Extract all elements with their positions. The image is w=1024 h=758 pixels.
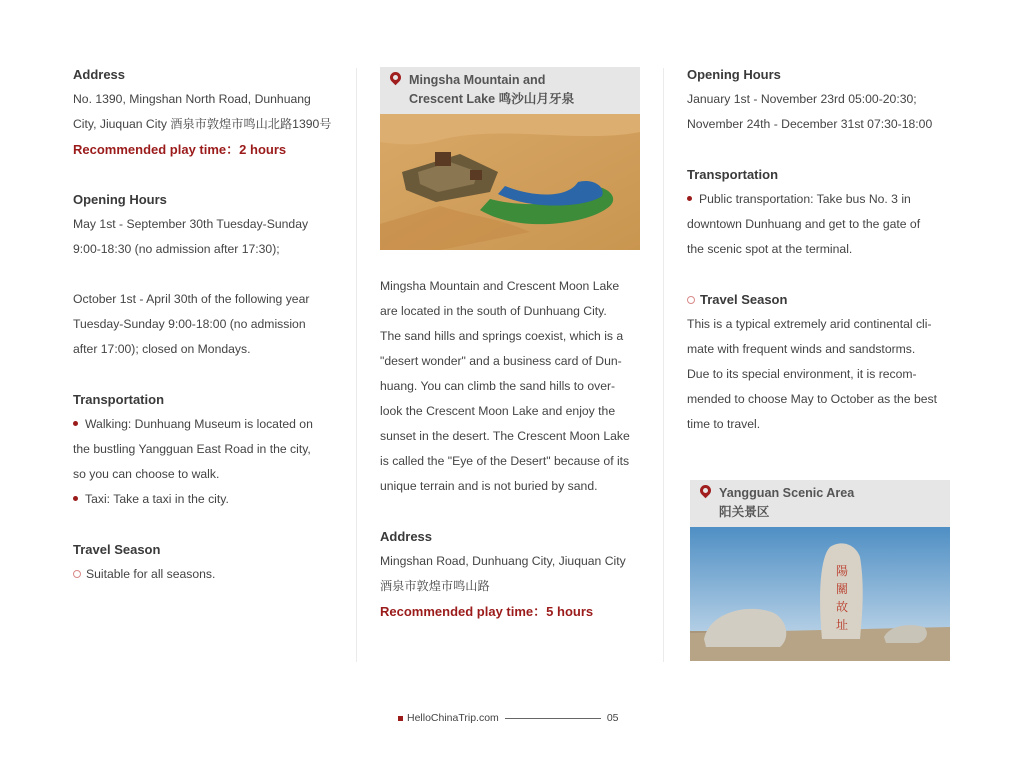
svg-text:址: 址 — [836, 618, 849, 632]
attraction-card-title: Yangguan Scenic Area 阳关景区 — [690, 480, 950, 527]
address-heading: Address — [73, 67, 126, 82]
footer-site: HelloChinaTrip.com — [407, 712, 499, 724]
transport-line: Walking: Dunhuang Museum is located on — [73, 412, 335, 437]
column-mingsha-details — [687, 62, 947, 632]
address-line: 酒泉市敦煌市鸣山路 — [380, 579, 490, 593]
opening-hours-heading: Opening Hours — [73, 192, 167, 207]
page-footer — [398, 712, 619, 724]
column-dunhuang-museum — [73, 62, 335, 587]
opening-hours-heading: Opening Hours — [687, 67, 781, 82]
travel-season-text: This is a typical extremely arid continental cli- mate with frequent winds and sandstorms. Due to its special environment, it is recom- mended to choose May to October as the best time to travel. — [687, 317, 937, 431]
svg-text:關: 關 — [836, 582, 849, 596]
transport-line: Taxi: Take a taxi in the city. — [73, 487, 335, 512]
address-heading: Address — [380, 529, 433, 544]
address-line: No. 1390, Mingshan North Road, Dunhuang — [73, 92, 311, 106]
hours-line: May 1st - September 30th Tuesday-Sunday — [73, 217, 309, 231]
hours-line: January 1st - November 23rd 05:00-20:30; — [687, 92, 917, 106]
transportation-heading: Transportation — [687, 167, 779, 182]
recommended-play-time: Recommended play time：2 hours — [73, 142, 287, 157]
hours-line: after 17:00); closed on Mondays. — [73, 342, 251, 356]
hours-line: 9:00-18:30 (no admission after 17:30); — [73, 242, 280, 256]
transportation-heading: Transportation — [73, 392, 165, 407]
attraction-card-title: Mingsha Mountain and Crescent Lake 鸣沙山月牙泉 — [380, 67, 640, 114]
bullet-icon — [73, 496, 78, 501]
square-icon — [398, 716, 403, 721]
yangguan-card — [690, 480, 950, 661]
attraction-description: Mingsha Mountain and Crescent Moon Lake are located in the south of Dunhuang City. The sand hills and springs coexist, which is a "desert wonder" and a business card of Dun- huang. You can climb the sand hills to over- look the Crescent Moon Lake and enjoy the sunset in the desert. The Crescent Moon Lake is called the "Eye of the Desert" because of its unique terrain and is not buried by sand. — [380, 279, 630, 493]
bullet-icon — [687, 196, 692, 201]
transport-line: the bustling Yangguan East Road in the city, — [73, 442, 311, 456]
transport-line: downtown Dunhuang and get to the gate of — [687, 217, 921, 231]
travel-season-text: Suitable for all seasons. — [73, 562, 335, 587]
hours-line: Tuesday-Sunday 9:00-18:00 (no admission — [73, 317, 306, 331]
footer-divider — [505, 718, 601, 719]
svg-text:故: 故 — [836, 600, 849, 614]
crescent-lake-photo — [380, 114, 640, 250]
travel-season-heading: Travel Season — [687, 287, 947, 312]
svg-text:陽: 陽 — [836, 564, 849, 578]
bullet-icon — [73, 421, 78, 426]
column-divider — [663, 68, 664, 662]
sun-icon — [73, 570, 81, 578]
address-line: Mingshan Road, Dunhuang City, Jiuquan City — [380, 554, 626, 568]
column-mingsha-mountain — [380, 67, 640, 624]
hours-line: October 1st - April 30th of the following year — [73, 292, 310, 306]
hours-line: November 24th - December 31st 07:30-18:00 — [687, 117, 933, 131]
recommended-play-time: Recommended play time：5 hours — [380, 604, 594, 619]
column-divider — [356, 68, 357, 662]
travel-season-heading: Travel Season — [73, 542, 161, 557]
transport-line: Public transportation: Take bus No. 3 in — [687, 187, 947, 212]
yangguan-photo — [690, 527, 950, 661]
address-line: City, Jiuquan City 酒泉市敦煌市鸣山北路1390号 — [73, 117, 332, 131]
sun-icon — [687, 296, 695, 304]
transport-line: so you can choose to walk. — [73, 467, 220, 481]
transport-line: the scenic spot at the terminal. — [687, 242, 853, 256]
page-number: 05 — [606, 712, 619, 724]
